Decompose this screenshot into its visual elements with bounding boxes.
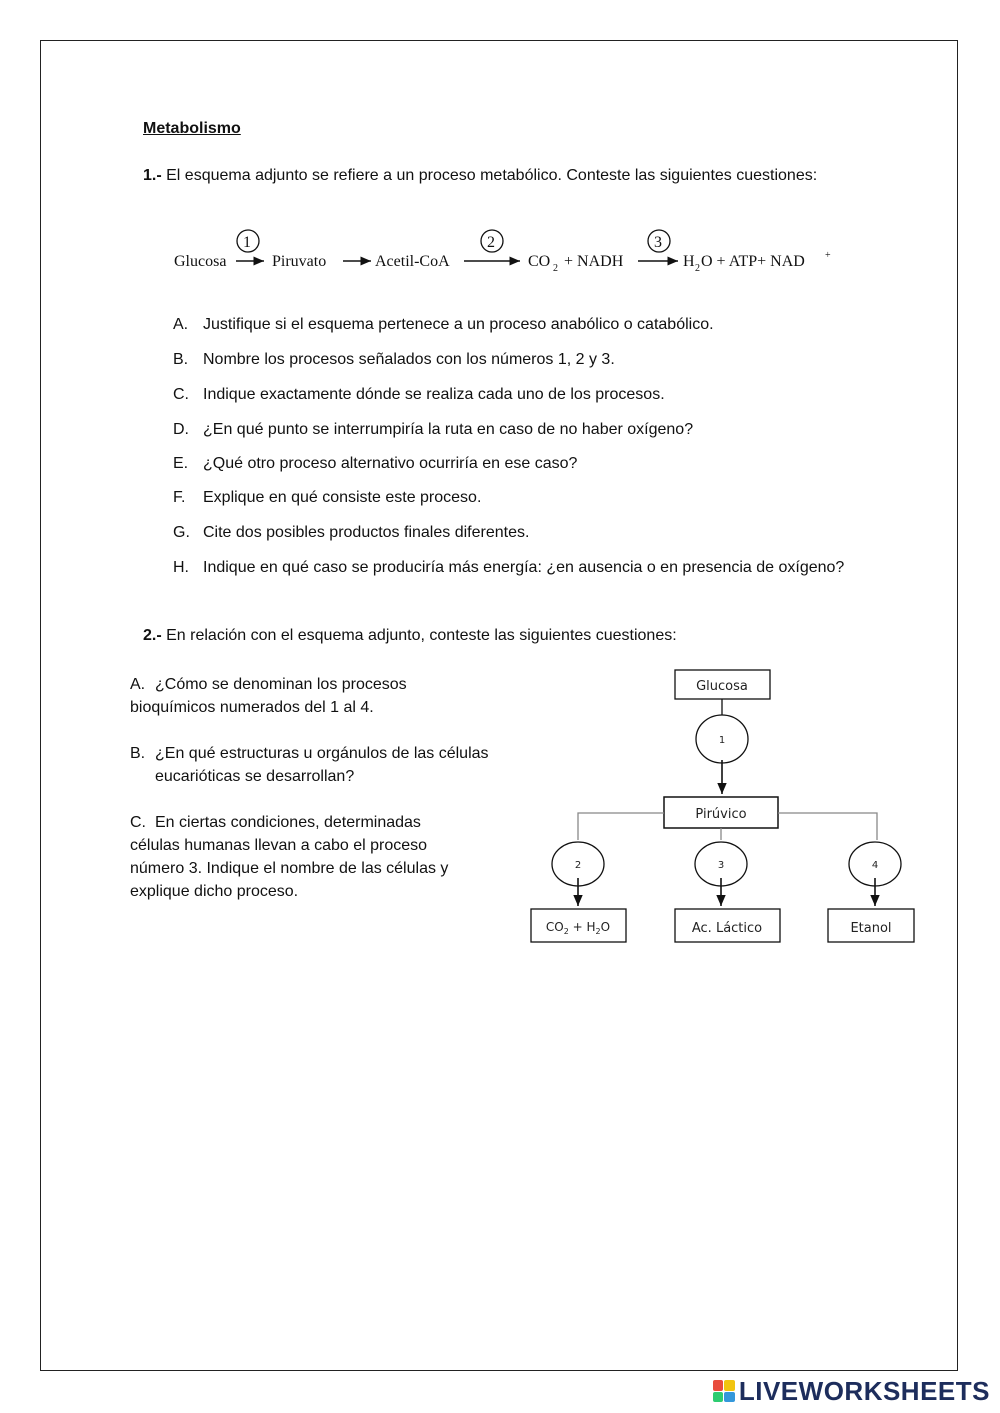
metabolism-flow-diagram: [520, 660, 930, 960]
question-1-item: [173, 351, 615, 369]
item-text: Explique en qué consiste este proceso.: [203, 489, 482, 506]
question-2-item-c: [130, 811, 448, 903]
scheme-h: H: [683, 253, 695, 270]
question-1-item: [173, 421, 693, 439]
node-etanol-label: Etanol: [850, 921, 892, 936]
item-text: Indique en qué caso se produciría más energía: ¿en ausencia o en presencia de oxígeno?: [203, 559, 845, 576]
item-text: número 3. Indique el nombre de las células y: [130, 860, 449, 877]
question-1-item: [173, 316, 714, 334]
item-letter: H.: [173, 559, 189, 576]
item-letter: A.: [173, 316, 189, 333]
process-1-label: 1: [718, 735, 726, 746]
scheme-acetil: Acetil-CoA: [375, 253, 450, 270]
edge-piruvico-2: [578, 813, 664, 840]
edge-piruvico-4: [778, 813, 877, 840]
question-1-prompt: [143, 167, 817, 185]
item-text: ¿Qué otro proceso alternativo ocurriría en ese caso?: [203, 455, 578, 472]
item-text: células humanas llevan a cabo el proceso: [130, 837, 428, 854]
item-letter: E.: [173, 455, 189, 472]
item-text: Justifique si el esquema pertenece a un proceso anabólico o catabólico.: [203, 316, 714, 333]
item-text: eucarióticas se desarrollan?: [155, 768, 355, 785]
scheme-o-products: O + ATP+ NAD: [701, 253, 805, 270]
question-1-item: [173, 386, 665, 404]
item-letter: C.: [130, 814, 146, 831]
node-piruvico-label: Pirúvico: [695, 807, 747, 822]
scheme-step-1: 1: [243, 234, 251, 251]
scheme-step-3: 3: [654, 234, 662, 251]
logo-mark-icon: [713, 1380, 735, 1402]
item-text: ¿Cómo se denominan los procesos: [155, 676, 407, 693]
question-2-item-a: [130, 673, 407, 719]
question-1-item: [173, 524, 529, 542]
question-2-item-b: [130, 742, 489, 788]
question-1-text: El esquema adjunto se refiere a un proceso metabólico. Conteste las siguientes cuestiones:: [166, 167, 818, 184]
page-title: Metabolismo: [143, 120, 241, 137]
item-text: En ciertas condiciones, determinadas: [155, 814, 421, 831]
question-2-text: En relación con el esquema adjunto, conteste las siguientes cuestiones:: [166, 627, 677, 644]
liveworksheets-logo: [713, 1377, 990, 1405]
item-text: Nombre los procesos señalados con los números 1, 2 y 3.: [203, 351, 615, 368]
question-1-item: [173, 559, 844, 577]
item-letter: B.: [130, 745, 146, 762]
process-3-label: 3: [717, 860, 725, 871]
item-letter: C.: [173, 386, 189, 403]
item-letter: B.: [173, 351, 189, 368]
question-2-number: 2.-: [143, 627, 162, 644]
scheme-nad-sup: +: [825, 250, 831, 261]
process-2-label: 2: [574, 860, 582, 871]
scheme-co2: CO: [528, 253, 551, 270]
item-letter: D.: [173, 421, 189, 438]
metabolic-scheme: [170, 228, 850, 278]
scheme-glucosa: Glucosa: [174, 253, 227, 270]
question-1-number: 1.-: [143, 167, 162, 184]
node-lactico-label: Ac. Láctico: [691, 921, 763, 936]
item-text: ¿En qué estructuras u orgánulos de las células: [155, 745, 489, 762]
process-4-label: 4: [871, 860, 879, 871]
item-text: explique dicho proceso.: [130, 883, 299, 900]
scheme-h2o-sub: 2: [695, 263, 700, 274]
logo-text: LIVEWORKSHEETS: [738, 1375, 990, 1406]
item-letter: F.: [173, 489, 186, 506]
item-text: ¿En qué punto se interrumpiría la ruta en caso de no haber oxígeno?: [203, 421, 694, 438]
node-glucosa-label: Glucosa: [696, 679, 748, 694]
item-text: Indique exactamente dónde se realiza cada uno de los procesos.: [203, 386, 665, 403]
scheme-piruvato: Piruvato: [272, 253, 327, 270]
question-1-item: [173, 489, 481, 507]
scheme-step-2: 2: [487, 234, 495, 251]
item-letter: A.: [130, 676, 146, 693]
question-1-item: [173, 455, 577, 473]
question-2-prompt: [143, 627, 677, 645]
node-co2-h2o-label: $CO_2 + H_2O$: [545, 920, 611, 936]
scheme-nadh: + NADH: [564, 253, 624, 270]
item-letter: G.: [173, 524, 190, 541]
scheme-co2-sub: 2: [553, 263, 558, 274]
item-text: bioquímicos numerados del 1 al 4.: [130, 699, 374, 716]
item-text: Cite dos posibles productos finales diferentes.: [203, 524, 530, 541]
